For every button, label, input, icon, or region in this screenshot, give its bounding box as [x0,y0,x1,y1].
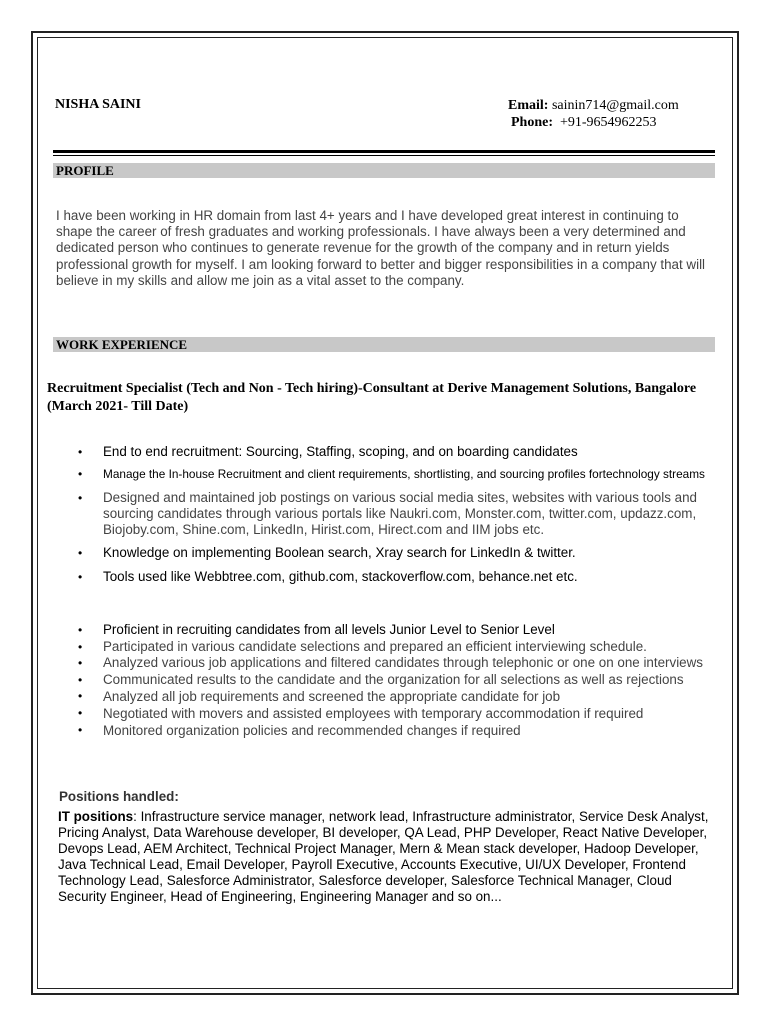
email-value: sainin714@gmail.com [551,98,679,113]
email-label: Email: [508,98,549,113]
list-item: • Analyzed all job requirements and screened the appropriate candidate for job [103,688,723,705]
list-item: • Communicated results to the candidate and the organization for all selections as well as rejections [103,672,723,688]
list-item: • Proficient in recruiting candidates from all levels Junior Level to Senior Level [103,622,723,639]
list-item: • Tools used like Webbtree.com, github.com, stackoverflow.com, behance.net etc. [103,569,723,585]
contact-block [508,97,679,131]
responsibilities-list-a [60,444,723,585]
phone-line [508,114,679,131]
phone-value: +91-9654962253 [560,115,657,130]
positions-list [58,809,722,905]
positions-heading: Positions handled: [59,789,179,804]
work-experience-heading: WORK EXPERIENCE [53,337,715,352]
profile-heading: PROFILE [53,163,715,178]
list-item: • Monitored organization policies and recommended changes if required [103,722,723,739]
list-item: • Knowledge on implementing Boolean search, Xray search for LinkedIn & twitter. [103,545,723,561]
list-item: • Manage the In-house Recruitment and client requirements, shortlisting, and sourcing profiles fortechnology streams [103,467,723,482]
responsibilities-list-b [60,622,723,739]
profile-summary: I have been working in HR domain from last 4+ years and I have developed great interest in continuing to shape the career of fresh graduates and working professionals. I have always been a very determined and dedicated person who continues to generate revenue for the growth of the company and in return yields professional growth for myself. I am looking forward to better and bigger responsibilities in a company that will believe in my skills and allow me join as a vital asset to the company. [56,208,706,288]
header-divider-thin [53,155,715,156]
list-item: • Designed and maintained job postings on various social media sites, websites with various tools and sourcing candidates through various portals like Naukri.com, Monster.com, twitter.com, updazz.com, Biojoby.com, Shine.com, LinkedIn, Hirist.com, Hirect.com and IIM jobs etc. [103,490,723,538]
phone-label: Phone: [511,115,553,130]
email-line [508,97,679,114]
job-title: Recruitment Specialist (Tech and Non - Tech hiring)-Consultant at Derive Management Solutions, Bangalore (March 2021- Till Date) [47,381,697,414]
list-item: • Participated in various candidate selections and prepared an efficient interviewing schedule. [103,639,723,656]
candidate-name: NISHA SAINI [55,97,141,112]
list-item: • Analyzed various job applications and filtered candidates through telephonic or one on one interviews [103,655,723,671]
header-divider-thick [53,150,715,153]
it-positions-label: IT positions [58,809,134,824]
list-item: • End to end recruitment: Sourcing, Staffing, scoping, and on boarding candidates [103,444,723,460]
list-item: • Negotiated with movers and assisted employees with temporary accommodation if required [103,705,723,722]
it-positions-text: : Infrastructure service manager, network lead, Infrastructure administrator, Service Desk Analyst, Pricing Analyst, Data Warehouse developer, BI developer, QA Lead, PHP Developer, React Native Developer, Devops Lead, AEM Architect, Technical Project Manager, Mern & Mean stack developer, Hadoop Developer, Java Technical Lead, Email Developer, Payroll Executive, Accounts Executive, UI/UX Developer, Frontend Technology Lead, Salesforce Administrator, Salesforce developer, Salesforce Technical Manager, Cloud Security Engineer, Head of Engineering, Engineering Manager and so on... [58,809,709,904]
